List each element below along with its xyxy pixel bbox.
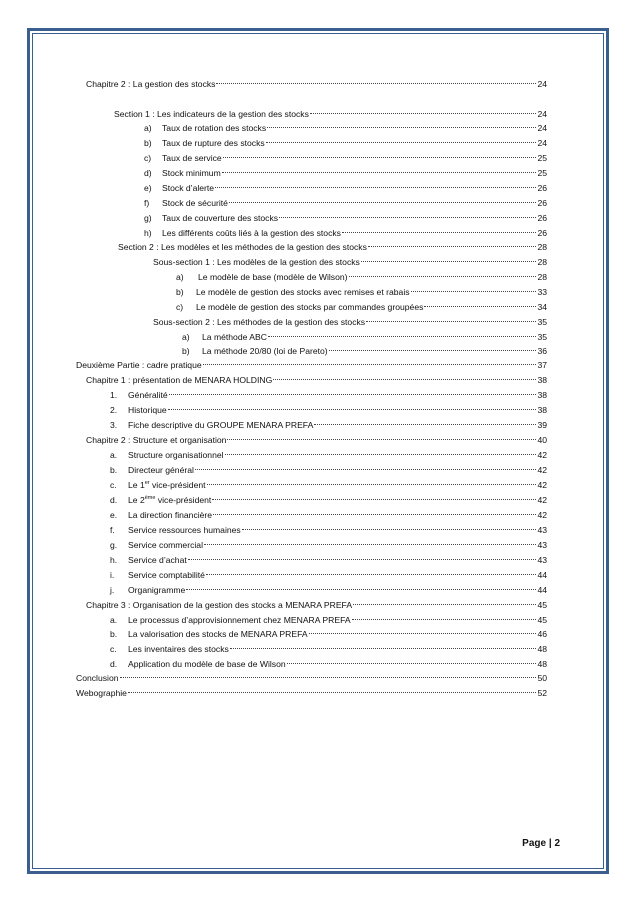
toc-entry-marker: e) (144, 183, 152, 193)
toc-entry-marker: b) (182, 346, 190, 356)
toc-entry-page: 46 (537, 629, 547, 639)
toc-entry-title-text: Conclusion (76, 673, 119, 683)
toc-entry-page: 40 (537, 435, 547, 445)
toc-entry-title (153, 256, 360, 268)
toc-entry-marker: a. (110, 615, 118, 625)
toc-dot-leader (186, 581, 536, 593)
toc-entry-title-text: Chapitre 3 : Organisation de la gestion des stocks a MENARA PREFA (86, 600, 353, 610)
toc-entry-page: 43 (537, 525, 547, 535)
toc-dot-leader (195, 461, 537, 473)
toc-entry-title-text: Service comptabilité (128, 570, 205, 580)
toc-entry-title (86, 78, 215, 90)
toc-entry-marker: c) (176, 302, 184, 312)
toc-entry-title-text: Organigramme (128, 585, 186, 595)
toc-entry-page: 25 (537, 153, 547, 163)
toc-entry-page: 42 (537, 465, 547, 475)
toc-entry (76, 356, 547, 368)
toc-entry-title (162, 212, 278, 224)
toc-entry-page: 39 (537, 420, 547, 430)
toc-entry-title (162, 122, 266, 134)
toc-entry (110, 625, 547, 637)
toc-dot-leader (222, 164, 537, 176)
toc-entry-title-text: Section 2 : Les modèles et les méthodes de la gestion des stocks (118, 242, 367, 252)
toc-entry-marker: f. (110, 525, 115, 535)
toc-entry-superscript: ème (144, 495, 156, 501)
toc-entry (144, 164, 547, 176)
toc-dot-leader (309, 625, 537, 637)
toc-entry-page: 38 (537, 375, 547, 385)
toc-dot-leader (287, 655, 537, 667)
toc-entry (110, 386, 547, 398)
toc-entry-marker: a) (182, 332, 190, 342)
toc-entry-title (128, 494, 211, 506)
toc-entry-title (128, 509, 212, 521)
footer-separator: | (548, 838, 552, 849)
toc-entry-page: 42 (537, 480, 547, 490)
toc-entry-title (196, 301, 423, 313)
toc-entry-marker: d. (110, 495, 118, 505)
toc-entry-page: 34 (537, 302, 547, 312)
toc-entry (110, 476, 547, 488)
toc-dot-leader (366, 313, 536, 325)
toc-entry-title-text: Webographie (76, 688, 127, 698)
toc-entry (86, 75, 547, 87)
toc-dot-leader (279, 209, 536, 221)
toc-entry-marker: a. (110, 450, 118, 460)
footer-label: Page (522, 838, 547, 849)
toc-entry-title-text: Historique (128, 405, 167, 415)
toc-entry-title (86, 374, 272, 386)
toc-entry-marker: j. (110, 585, 115, 595)
toc-entry-page: 28 (537, 257, 547, 267)
toc-entry (86, 371, 547, 383)
toc-entry-marker: b) (144, 138, 152, 148)
toc-entry-marker: f) (144, 198, 150, 208)
toc-entry-title-text: Sous-section 2 : Les méthodes de la gestion des stocks (153, 317, 366, 327)
toc-entry-title-text: Taux de service (162, 153, 222, 163)
toc-entry-page: 50 (537, 673, 547, 683)
toc-entry-title-text: La valorisation des stocks de MENARA PREFA (128, 629, 308, 639)
toc-entry-page: 35 (537, 317, 547, 327)
toc-dot-leader (215, 179, 536, 191)
toc-entry (153, 253, 547, 265)
toc-entry (144, 134, 547, 146)
toc-entry-page: 52 (537, 688, 547, 698)
toc-dot-leader (242, 521, 537, 533)
toc-entry-page: 36 (537, 346, 547, 356)
toc-dot-leader (266, 134, 537, 146)
toc-entry-title-text: Le modèle de base (modèle de Wilson) (198, 272, 348, 282)
toc-entry-marker: c) (144, 153, 152, 163)
toc-entry-title (128, 479, 206, 491)
toc-entry (153, 313, 547, 325)
toc-entry-title (196, 286, 410, 298)
toc-dot-leader (353, 596, 536, 608)
toc-entry-page: 38 (537, 405, 547, 415)
toc-entry-title-text: vice-président (149, 480, 206, 490)
toc-dot-leader (212, 491, 536, 503)
toc-entry-page: 33 (537, 287, 547, 297)
toc-entry-title (162, 137, 265, 149)
toc-entry (110, 640, 547, 652)
toc-entry (110, 566, 547, 578)
toc-entry-title (162, 197, 228, 209)
toc-entry-title (128, 389, 168, 401)
toc-entry-title (128, 628, 308, 640)
toc-entry-marker: b) (176, 287, 184, 297)
toc-entry-marker: b. (110, 629, 118, 639)
toc-entry-superscript: er (144, 480, 150, 486)
toc-entry-marker: h. (110, 555, 118, 565)
toc-entry (144, 209, 547, 221)
toc-entry (182, 328, 547, 340)
toc-dot-leader (128, 684, 536, 696)
toc-entry (118, 238, 547, 250)
toc-entry-title (128, 584, 185, 596)
toc-dot-leader (204, 536, 536, 548)
toc-entry-title (76, 687, 127, 699)
toc-entry-page: 26 (537, 183, 547, 193)
page-footer (522, 838, 560, 849)
toc-entry (76, 684, 547, 696)
toc-entry-title (128, 569, 205, 581)
toc-entry-marker: a) (144, 123, 152, 133)
toc-dot-leader (310, 105, 537, 117)
toc-entry (110, 521, 547, 533)
toc-dot-leader (188, 551, 537, 563)
toc-entry (86, 431, 547, 443)
toc-dot-leader (411, 283, 537, 295)
toc-entry-marker: c. (110, 480, 117, 490)
toc-entry-title-text: Sous-section 1 : Les modèles de la gestion des stocks (153, 257, 360, 267)
toc-entry-title-text: Les inventaires des stocks (128, 644, 229, 654)
toc-entry-title-text: Application du modèle de base de Wilson (128, 659, 286, 669)
toc-dot-leader (267, 119, 536, 131)
toc-entry-page: 48 (537, 659, 547, 669)
toc-entry-title-text: La direction financière (128, 510, 213, 520)
toc-entry-title-text: Chapitre 2 : Structure et organisation (86, 435, 227, 445)
toc-entry-page: 42 (537, 450, 547, 460)
toc-entry-title (76, 359, 202, 371)
toc-dot-leader (349, 268, 537, 280)
footer-page-number: 2 (554, 838, 560, 849)
toc-entry-title-text: Taux de rotation des stocks (162, 123, 267, 133)
toc-entry-title-text: Chapitre 1 : présentation de MENARA HOLDING (86, 375, 273, 385)
toc-entry-title-text: La méthode 20/80 (loi de Pareto) (202, 346, 328, 356)
toc-entry-marker: 2. (110, 405, 118, 415)
toc-entry (110, 461, 547, 473)
toc-entry (110, 581, 547, 593)
toc-dot-leader (230, 640, 537, 652)
toc-entry (176, 283, 547, 295)
toc-entry-page: 35 (537, 332, 547, 342)
toc-entry-marker: a) (176, 272, 184, 282)
toc-dot-leader (203, 356, 537, 368)
toc-dot-leader (229, 194, 537, 206)
toc-entry-title-text: Stock minimum (162, 168, 221, 178)
toc-entry-page: 25 (537, 168, 547, 178)
toc-entry-page: 42 (537, 495, 547, 505)
toc-entry-title (162, 152, 222, 164)
toc-dot-leader (169, 386, 537, 398)
toc-entry-page: 26 (537, 198, 547, 208)
toc-dot-leader (120, 669, 537, 681)
toc-entry-title-text: Directeur général (128, 465, 194, 475)
toc-entry-marker: h) (144, 228, 152, 238)
toc-entry-title (128, 404, 167, 416)
toc-entry (110, 611, 547, 623)
toc-dot-leader (216, 75, 536, 87)
toc-entry-title (128, 449, 224, 461)
toc-entry-title-text: Chapitre 2 : La gestion des stocks (86, 79, 216, 89)
toc-entry-marker: e. (110, 510, 118, 520)
toc-entry (144, 119, 547, 131)
toc-entry (110, 401, 547, 413)
toc-entry-page: 42 (537, 510, 547, 520)
toc-entry-page: 26 (537, 213, 547, 223)
toc-entry-page: 24 (537, 138, 547, 148)
toc-entry-title (128, 539, 203, 551)
toc-entry-marker: g. (110, 540, 118, 550)
toc-entry-title-text: Service ressources humaines (128, 525, 241, 535)
toc-entry-title (128, 419, 313, 431)
toc-entry-marker: 1. (110, 390, 118, 400)
toc-entry-title-text: Service commercial (128, 540, 203, 550)
toc-dot-leader (227, 431, 536, 443)
toc-entry-page: 26 (537, 228, 547, 238)
toc-entry-page: 28 (537, 242, 547, 252)
toc-entry-page: 43 (537, 540, 547, 550)
toc-dot-leader (361, 253, 537, 265)
toc-entry-title (128, 464, 194, 476)
toc-entry-title-text: Stock d’alerte (162, 183, 215, 193)
toc-entry (110, 655, 547, 667)
toc-entry-page: 44 (537, 570, 547, 580)
toc-entry-title (128, 554, 187, 566)
toc-entry-title-text: Le processus d’approvisionnement chez MENARA PREFA (128, 615, 351, 625)
toc-entry-title-text: La méthode ABC (202, 332, 267, 342)
toc-entry-marker: c. (110, 644, 117, 654)
toc-dot-leader (206, 566, 537, 578)
toc-entry-marker: d) (144, 168, 152, 178)
toc-entry-page: 38 (537, 390, 547, 400)
toc-entry-page: 43 (537, 555, 547, 565)
toc-entry-page: 45 (537, 600, 547, 610)
toc-entry-title-text: Le 1 (128, 480, 145, 490)
toc-entry-title (86, 599, 352, 611)
toc-dot-leader (424, 298, 536, 310)
toc-dot-leader (368, 238, 537, 250)
toc-dot-leader (207, 476, 537, 488)
toc-entry-title-text: Taux de couverture des stocks (162, 213, 279, 223)
toc-entry-page: 24 (537, 109, 547, 119)
toc-entry (76, 669, 547, 681)
toc-entry-title-text: Stock de sécurité (162, 198, 228, 208)
toc-entry-title-text: Service d’achat (128, 555, 187, 565)
toc-entry-title-text: Les différents coûts liés à la gestion des stocks (162, 228, 341, 238)
toc-entry-title-text: Le modèle de gestion des stocks avec remises et rabais (196, 287, 410, 297)
toc-entry (176, 298, 547, 310)
toc-entry (176, 268, 547, 280)
toc-entry-title (86, 434, 226, 446)
toc-entry-marker: d. (110, 659, 118, 669)
toc-entry-title-text: vice-président (155, 495, 212, 505)
toc-entry (110, 536, 547, 548)
toc-entry (114, 105, 547, 117)
toc-entry-title-text: Généralité (128, 390, 168, 400)
toc-entry-page: 28 (537, 272, 547, 282)
toc-dot-leader (268, 328, 536, 340)
toc-entry-title-text: Le modèle de gestion des stocks par commandes groupées (196, 302, 424, 312)
toc-entry-title-text: Section 1 : Les indicateurs de la gestion des stocks (114, 109, 309, 119)
toc-entry (110, 491, 547, 503)
toc-entry (86, 596, 547, 608)
toc-entry-marker: g) (144, 213, 152, 223)
toc-entry-title-text: Deuxième Partie : cadre pratique (76, 360, 202, 370)
toc-entry-marker: 3. (110, 420, 118, 430)
toc-dot-leader (223, 149, 537, 161)
toc-entry-title (128, 643, 229, 655)
toc-entry (110, 551, 547, 563)
toc-entry-page: 48 (537, 644, 547, 654)
toc-entry-title-text: Structure organisationnel (128, 450, 224, 460)
toc-entry (144, 224, 547, 236)
toc-entry-title (198, 271, 348, 283)
toc-entry (110, 416, 547, 428)
toc-entry (182, 342, 547, 354)
toc-entry (144, 149, 547, 161)
toc-entry-page: 24 (537, 123, 547, 133)
toc-dot-leader (273, 371, 536, 383)
toc-dot-leader (168, 401, 537, 413)
toc-entry-page: 44 (537, 585, 547, 595)
toc-entry-title-text: Le 2 (128, 495, 145, 505)
toc-dot-leader (213, 506, 536, 518)
toc-entry-page: 45 (537, 615, 547, 625)
toc-entry-page: 24 (537, 79, 547, 89)
toc-entry (110, 506, 547, 518)
toc-entry-title (128, 524, 241, 536)
toc-entry-title-text: Fiche descriptive du GROUPE MENARA PREFA (128, 420, 314, 430)
toc-dot-leader (342, 224, 536, 236)
toc-entry-title (118, 241, 367, 253)
toc-entry-title (153, 316, 365, 328)
toc-dot-leader (352, 611, 537, 623)
toc-entry (144, 179, 547, 191)
toc-entry-marker: b. (110, 465, 118, 475)
toc-entry (144, 194, 547, 206)
toc-entry-title (162, 167, 221, 179)
toc-dot-leader (329, 342, 537, 354)
toc-dot-leader (314, 416, 536, 428)
toc-entry (110, 446, 547, 458)
toc-entry-title (162, 182, 214, 194)
toc-entry-marker: i. (110, 570, 115, 580)
toc-dot-leader (225, 446, 537, 458)
toc-entry-page: 37 (537, 360, 547, 370)
toc-entry-title-text: Taux de rupture des stocks (162, 138, 265, 148)
toc-entry-title (76, 672, 119, 684)
